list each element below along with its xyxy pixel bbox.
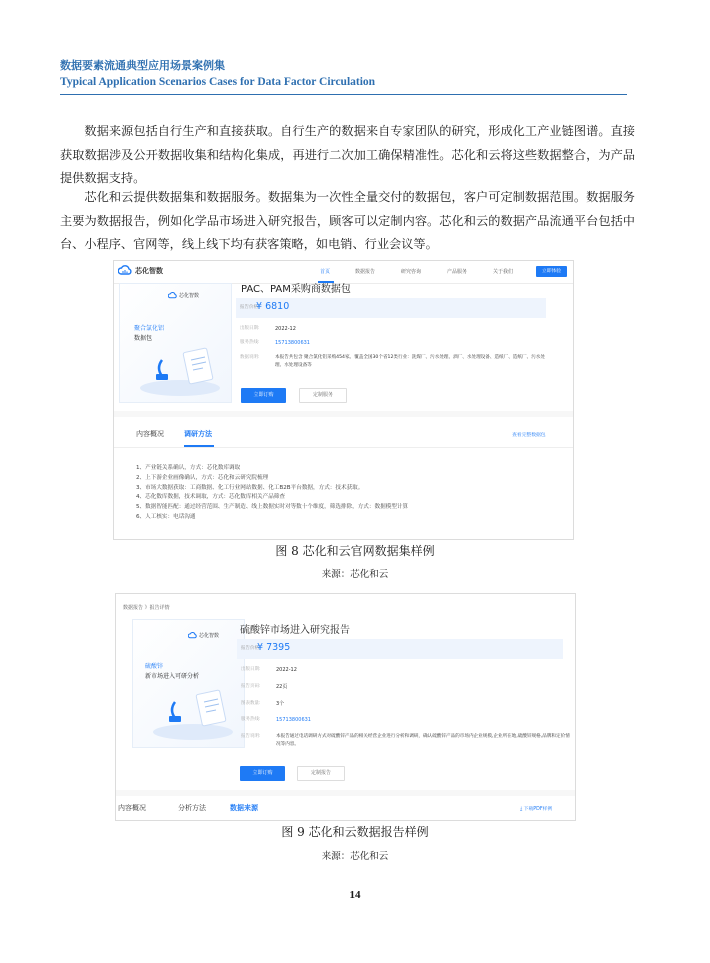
list-item: 3、市场大数据获取：工商数据、化工行业网站数据、化工B2B平台数据，方式：技术获取。 [136, 484, 364, 491]
list-item: 1、产业链关系确认，方式：芯化数库调取 [136, 465, 241, 471]
logo-text: 芯化智数 [135, 266, 163, 275]
buy-now-button[interactable]: 立即订购 [241, 388, 286, 403]
report-cover-card [132, 619, 245, 748]
page-number: 14 [349, 889, 361, 901]
list-item: 5、数据智能匹配：通过经营范围、生产制造、线上数据实时对等数十个维度，筛选排除，方式：数据模型计算 [136, 504, 409, 511]
figure-8-source: 来源：芯化和云 [321, 569, 389, 580]
buy-now-button[interactable]: 立即订购 [240, 766, 285, 781]
card-brand: 芯化智数 [188, 632, 219, 639]
price-box [236, 298, 546, 318]
price-value: ¥ 6810 [256, 301, 290, 312]
info-row-description: 报告说明: 本报告通过电话调研方式对硫酸锌产品的相关经营企业进行分析和调研，确认硫酸锌产品的市场内企业规模,企业所在地,硫酸锌规格,品牌和定价情况等内容。 [241, 734, 570, 747]
info-row-description: 数据说明: 本报告共包含 聚合氯化铝采购454家。覆盖全国30个省12类行业：洗煤厂、污水处理、酒厂、水处理设备、造纸厂、造纸厂、污水处理、水处理设备等 [240, 355, 545, 368]
price-box [237, 639, 563, 659]
report-illustration-icon [132, 346, 228, 398]
tab-analysis[interactable]: 分析方法 [178, 804, 206, 812]
product-title: PAC、PAM采购商数据包 [241, 284, 351, 295]
section-divider [114, 411, 573, 417]
product-title: 硫酸锌市场进入研究报告 [240, 625, 350, 636]
card-subtitle: 数据包 [134, 335, 153, 342]
body-paragraph-1: 数据来源包括自行生产和直接获取。自行生产的数据来自专家团队的研究，形成化工产业链图谱。直接获取数据涉及公开数据收集和结构化集成，再进行二次加工确保精准性。芯化和云将这些数据整合，为产品提供数据支持。 [60, 124, 635, 185]
body-paragraph-2: 芯化和云提供数据集和数据服务。数据集为一次性全量交付的数据包，客户可定制数据范围。数据服务主要为数据报告，例如化学品市场进入研究报告，顾客可以定制内容。芯化和云的数据产品流通平台包括中台、小程序、官网等，线上线下均有获客策略，如电销、行业会议等。 [60, 190, 635, 251]
tab-method[interactable]: 调研方法 [184, 430, 212, 438]
section-divider [116, 790, 575, 796]
download-pdf-link[interactable]: ⤓ 下载PDF样例 [520, 807, 553, 812]
breadcrumb[interactable]: 数据报告 》报告详情 [123, 605, 170, 611]
nav-reports[interactable]: 数据报告 [355, 269, 376, 275]
nav-research[interactable]: 研究咨询 [401, 269, 422, 275]
info-row-charts: 图表数量: 3个 [241, 701, 285, 707]
figure-8-caption: 图 8 芯化和云官网数据集样例 [275, 544, 435, 558]
figure-9-source: 来源：芯化和云 [321, 851, 389, 862]
nav-home[interactable]: 首页 [320, 269, 331, 275]
price-label: 报告价格: [240, 305, 260, 310]
info-row-pages: 报告页码: 22页 [241, 684, 288, 690]
figure-report-screenshot [115, 593, 576, 821]
card-title: 硫酸锌 [145, 663, 164, 670]
custom-service-button[interactable]: 定制服务 [299, 388, 347, 403]
info-row-hotline: 服务热线: 15713800631 [240, 340, 310, 346]
price-value: ¥ 7395 [257, 642, 291, 653]
info-row-date: 出版日期: 2022-12 [240, 326, 296, 332]
header-title-cn: 数据要素流通典型应用场景案例集 [60, 59, 225, 72]
cloud-logo-icon [188, 632, 197, 639]
list-item: 2、上下游企业画像确认，方式：芯化和云研究院梳理 [136, 474, 269, 481]
figure-dataset-screenshot [113, 260, 574, 540]
nav-products[interactable]: 产品服务 [447, 269, 468, 275]
list-item: 6、人工核实：电话沟通 [136, 513, 196, 520]
site-logo[interactable] [118, 265, 163, 276]
download-icon: ⤓ [520, 807, 524, 812]
figure-9-caption: 图 9 芯化和云数据报告样例 [281, 825, 429, 839]
card-title: 聚合氯化铝 [134, 325, 165, 332]
card-brand: 芯化智数 [168, 292, 199, 299]
tab-overview[interactable]: 内容概况 [136, 430, 164, 438]
price-label: 报告价格: [241, 646, 261, 651]
card-subtitle: 新市场进入可研分析 [145, 673, 200, 680]
running-header [60, 58, 650, 90]
header-divider [60, 94, 627, 95]
nav-about[interactable]: 关于我们 [493, 269, 514, 275]
method-list [136, 464, 408, 523]
view-full-dataset-link[interactable]: 查看完整数据包 [512, 433, 546, 438]
tab-overview[interactable]: 内容概况 [118, 804, 146, 812]
info-row-date: 出版日期: 2022-12 [241, 667, 297, 673]
list-item: 4、芯化数库数据，技术调取，方式：芯化数库相关产品筛查 [136, 494, 285, 501]
product-cover-card [119, 283, 232, 403]
info-row-hotline: 服务热线: 15713800631 [241, 717, 311, 723]
header-title-en: Typical Application Scenarios Cases for Data Factor Circulation [60, 76, 376, 88]
custom-report-button[interactable]: 定制报告 [297, 766, 345, 781]
report-illustration-icon [145, 688, 241, 742]
tab-data-source[interactable]: 数据来源 [230, 804, 258, 812]
try-now-button[interactable]: 立即体验 [536, 266, 567, 277]
cloud-logo-icon [168, 292, 177, 299]
tabs-divider [114, 447, 573, 448]
cloud-logo-icon [118, 265, 132, 276]
